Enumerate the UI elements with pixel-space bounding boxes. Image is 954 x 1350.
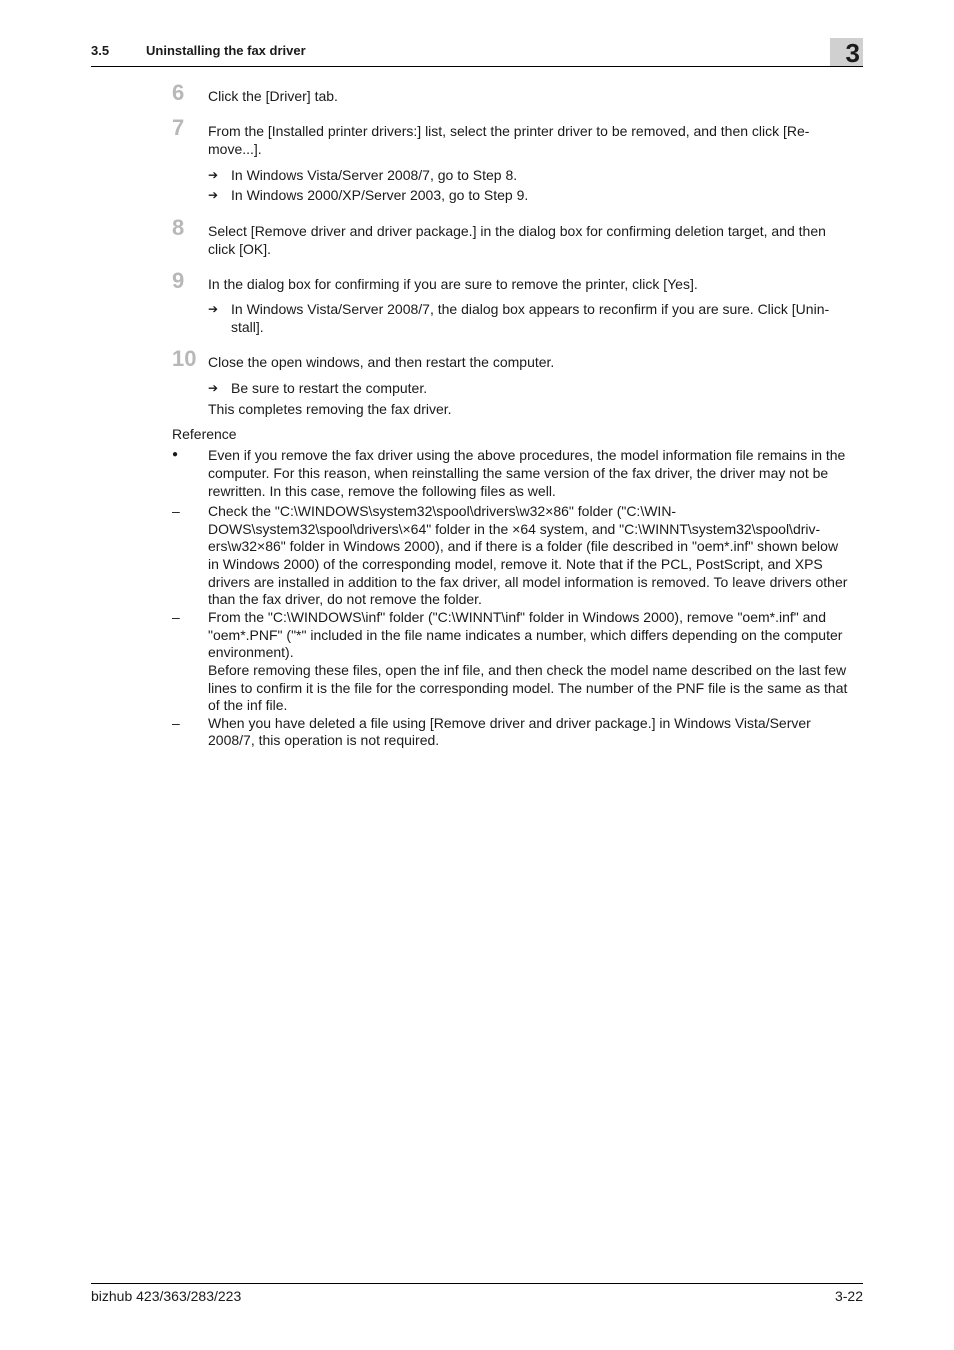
step-7-note-vista: In Windows Vista/Server 2008/7, go to Step 8.: [231, 167, 518, 183]
reference-dash2-line-6: of the inf file.: [208, 697, 288, 713]
reference-dash2-line-4: Before removing these files, open the inf file, and then check the model name described on the last few: [208, 662, 847, 678]
reference-dash1-line-1: Check the "C:\WINDOWS\system32\spool\drivers\w32×86" folder ("C:\WIN-: [208, 503, 677, 519]
step-9-text: In the dialog box for confirming if you are sure to remove the printer, click [Yes].: [208, 276, 698, 292]
reference-label: Reference: [172, 426, 237, 442]
bullet-icon: ●: [172, 449, 179, 460]
section-title: Uninstalling the fax driver: [146, 43, 306, 58]
reference-dash3-line-2: 2008/7, this operation is not required.: [208, 732, 440, 748]
arrow-icon: ➔: [208, 168, 219, 182]
reference-bullet-line-3: rewritten. In this case, remove the following files as well.: [208, 483, 556, 499]
step-10-text: Close the open windows, and then restart the computer.: [208, 354, 555, 370]
dash-icon: –: [172, 715, 180, 731]
completion-text: This completes removing the fax driver.: [208, 401, 452, 417]
step-6-text: Click the [Driver] tab.: [208, 88, 338, 104]
step-7-line-1: From the [Installed printer drivers:] list, select the printer driver to be removed, and then click [Re-: [208, 123, 810, 139]
reference-dash1-line-4: in Windows 2000) of the corresponding model, remove it. Note that if the PCL, PostScript, and XPS: [208, 556, 823, 572]
reference-bullet-line-2: computer. For this reason, when reinstalling the same version of the fax driver, the driver may not be: [208, 465, 829, 481]
reference-dash2-line-2: "oem*.PNF" ("*" included in the file name indicates a number, which differs depending on the computer: [208, 627, 843, 643]
step-number-7: 7: [172, 115, 185, 140]
reference-dash1-line-6: than the fax driver, do not remove the folder.: [208, 591, 482, 607]
arrow-icon: ➔: [208, 188, 219, 202]
page-header: [91, 40, 863, 67]
reference-dash1-line-5: drivers are installed in addition to the fax driver, all model information is removed. To leave drivers other: [208, 574, 848, 590]
step-10-note: Be sure to restart the computer.: [231, 380, 428, 396]
step-7-line-2: move...].: [208, 141, 262, 157]
step-number-6: 6: [172, 80, 185, 105]
step-9-note-line-1: In Windows Vista/Server 2008/7, the dialog box appears to reconfirm if you are sure. Click [Unin-: [231, 301, 830, 317]
dash-icon: –: [172, 609, 180, 625]
reference-bullet-line-1: Even if you remove the fax driver using the above procedures, the model information file remains in the: [208, 447, 846, 463]
step-8-line-1: Select [Remove driver and driver package.] in the dialog box for confirming deletion target, and then: [208, 223, 826, 239]
step-7-note-xp: In Windows 2000/XP/Server 2003, go to Step 9.: [231, 187, 529, 203]
dash-icon: –: [172, 503, 180, 519]
arrow-icon: ➔: [208, 302, 219, 316]
reference-dash2-line-5: lines to confirm it is the file for the corresponding model. The number of the PNF file is the same as that: [208, 680, 848, 696]
footer-page-number: 3-22: [834, 1288, 863, 1304]
section-number: 3.5: [91, 43, 110, 58]
reference-dash2-line-3: environment).: [208, 644, 294, 660]
footer-model: bizhub 423/363/283/223: [91, 1288, 242, 1304]
chapter-badge: 3: [830, 38, 863, 66]
arrow-icon: ➔: [208, 381, 219, 395]
step-9-note-line-2: stall].: [231, 319, 264, 335]
footer-rule: [91, 1283, 863, 1284]
reference-dash2-line-1: From the "C:\WINDOWS\inf" folder ("C:\WINNT\inf" folder in Windows 2000), remove "oem*.inf" and: [208, 609, 826, 625]
step-number-8: 8: [172, 215, 185, 240]
reference-dash1-line-2: DOWS\system32\spool\drivers\×64" folder in the ×64 system, and "C:\WINNT\system32\spool\driv-: [208, 521, 821, 537]
reference-dash1-line-3: ers\w32×86" folder in Windows 2000), and if there is a folder (file described in "oem*.inf" shown below: [208, 538, 839, 554]
step-number-10: 10: [172, 346, 197, 371]
reference-dash3-line-1: When you have deleted a file using [Remove driver and driver package.] in Windows Vista/Server: [208, 715, 811, 731]
step-8-line-2: click [OK].: [208, 241, 272, 257]
step-number-9: 9: [172, 268, 185, 293]
